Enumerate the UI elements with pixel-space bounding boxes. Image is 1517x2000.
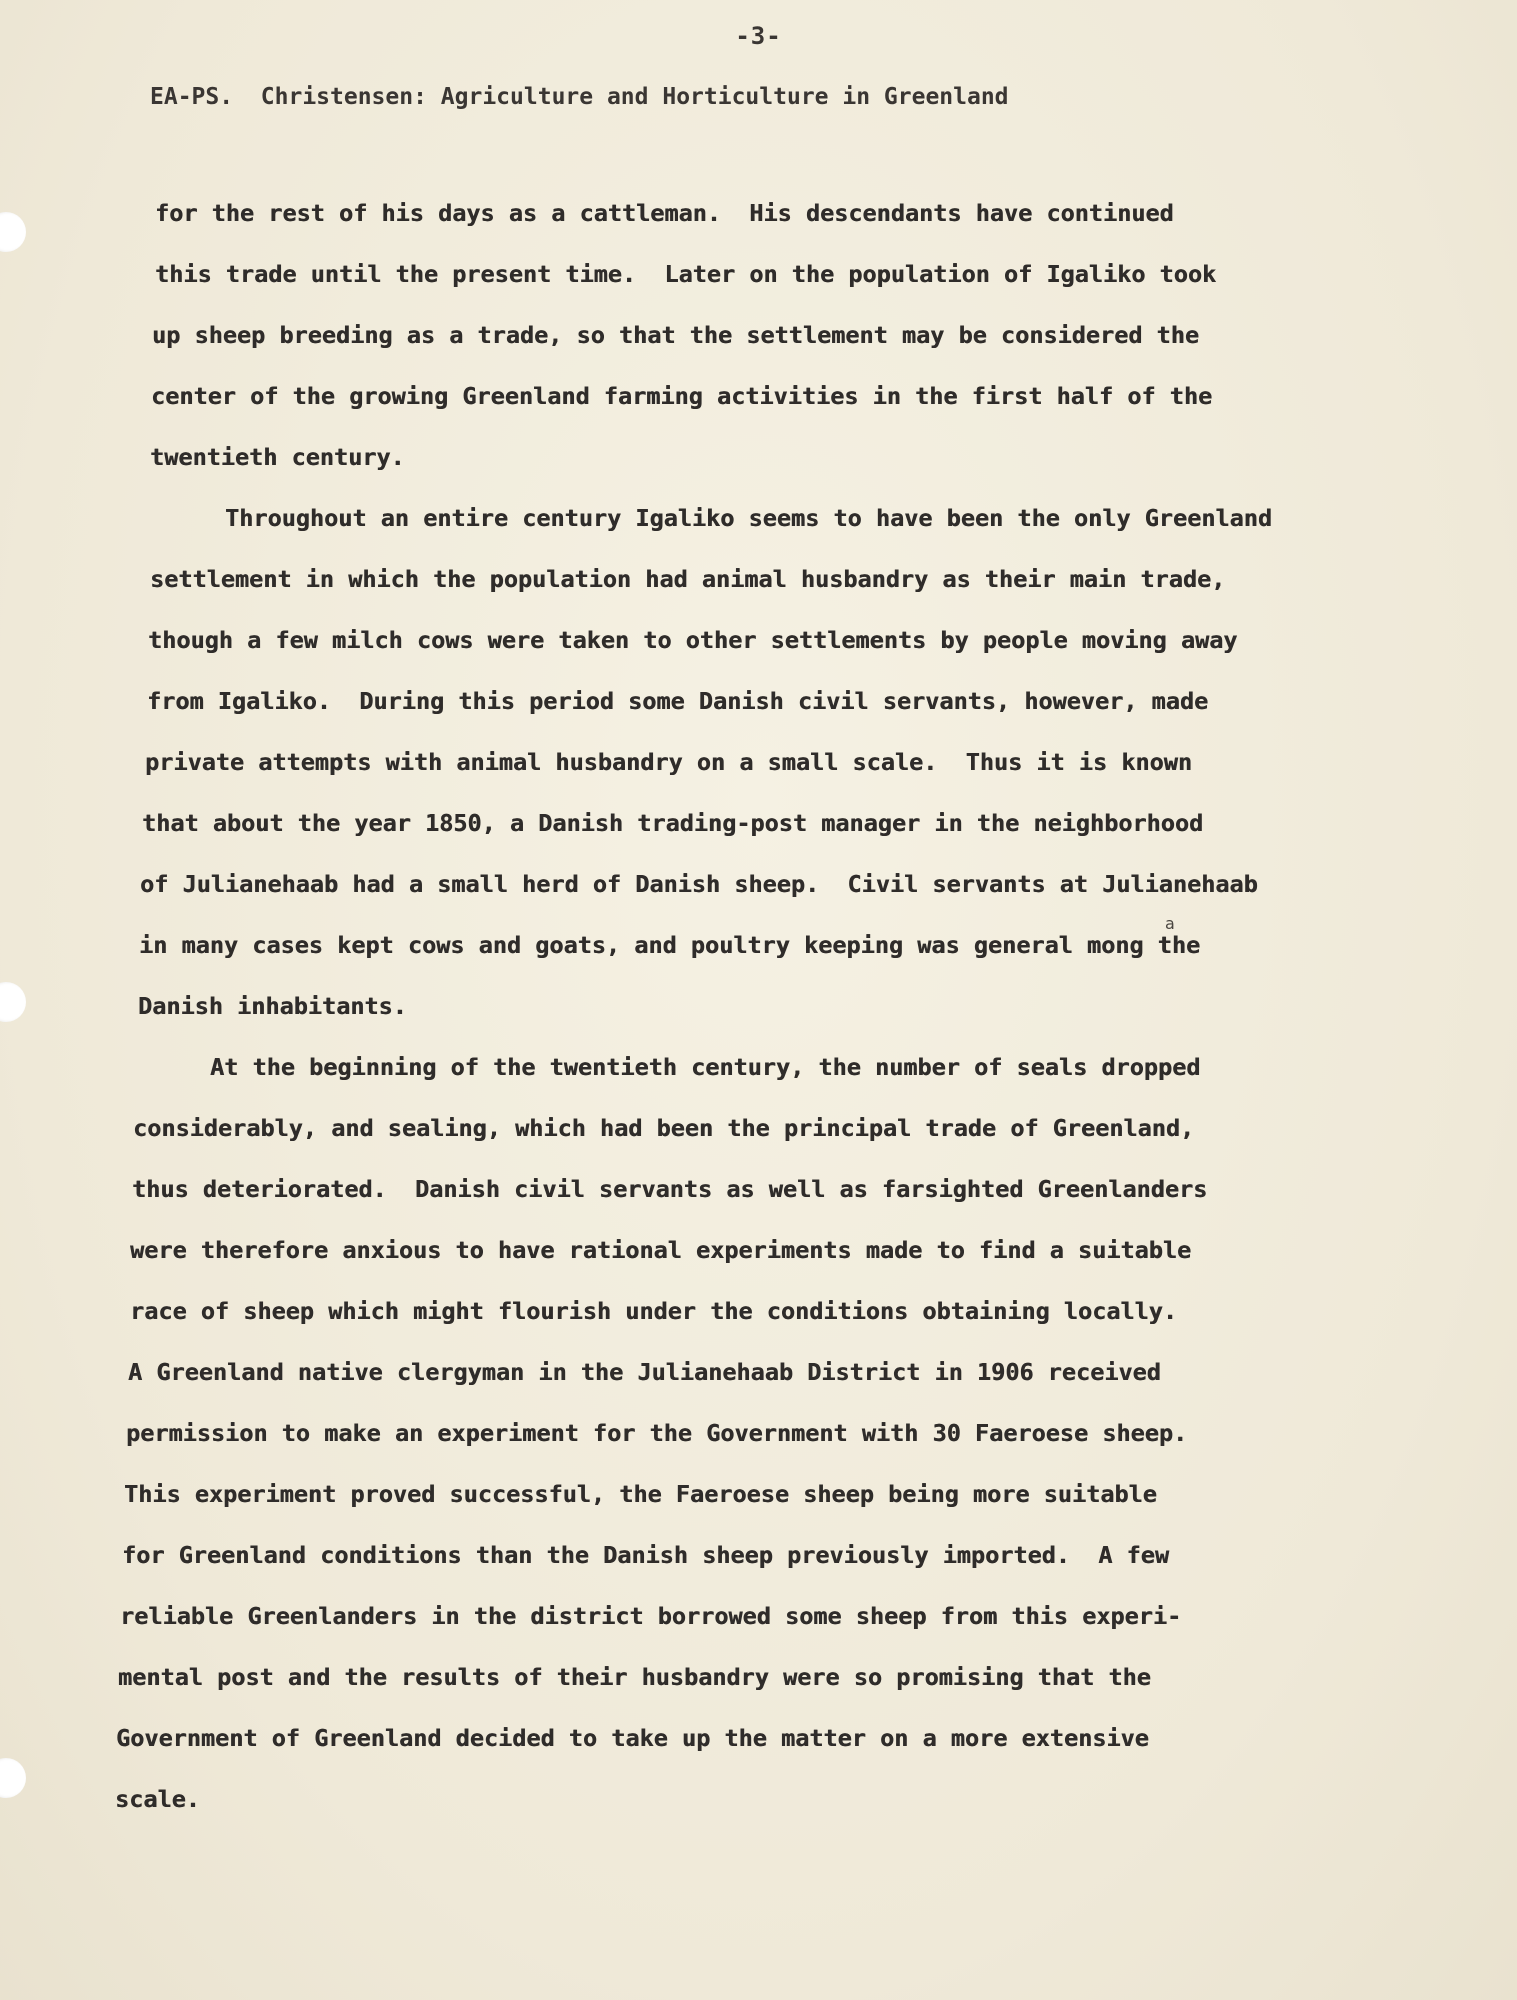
text-line: though a few milch cows were taken to other settlements by people moving away — [148, 626, 1238, 654]
text-line: center of the growing Greenland farming activities in the first half of the — [151, 382, 1213, 410]
text-line: race of sheep which might flourish under the conditions obtaining locally. — [130, 1297, 1177, 1325]
text-line: mental post and the results of their husbandry were so promising that the — [118, 1663, 1151, 1691]
text-line: Throughout an entire century Igaliko seems to have been the only Greenland — [225, 504, 1272, 532]
text-line: reliable Greenlanders in the district borrowed some sheep from this experi- — [120, 1602, 1182, 1630]
text-line: thus deteriorated. Danish civil servants as well as farsighted Greenlanders — [132, 1175, 1208, 1203]
text-line: were therefore anxious to have rational experiments made to find a suitable — [130, 1236, 1192, 1264]
text-line: scale. — [115, 1785, 200, 1813]
page-number: -3- — [735, 22, 782, 50]
text-line: Danish inhabitants. — [138, 992, 407, 1020]
text-line: for Greenland conditions than the Danish sheep previously imported. A few — [122, 1541, 1169, 1569]
text-line: for the rest of his days as a cattleman. His descendants have continued — [155, 199, 1174, 227]
text-line: up sheep breeding as a trade, so that the settlement may be considered the — [152, 321, 1199, 349]
text-line: At the beginning of the twentieth century, the number of seals dropped — [210, 1053, 1201, 1081]
text-line: from Igaliko. During this period some Danish civil servants, however, made — [147, 687, 1209, 715]
text-line: of Julianehaab had a small herd of Danish sheep. Civil servants at Julianehaab — [140, 870, 1258, 898]
text-line: settlement in which the population had animal husbandry as their main trade, — [150, 565, 1226, 593]
punch-hole — [0, 1758, 26, 1798]
punch-hole — [0, 212, 26, 252]
running-title: EA-PS. Christensen: Agriculture and Horticulture in Greenland — [150, 84, 1009, 110]
text-line: private attempts with animal husbandry on a small scale. Thus it is known — [145, 748, 1192, 776]
text-line: permission to make an experiment for the Government with 30 Faeroese sheep. — [126, 1419, 1188, 1447]
punch-hole — [0, 982, 26, 1022]
text-line: in many cases kept cows and goats, and poultry keeping was general mong the — [139, 931, 1201, 959]
text-line: twentieth century. — [150, 443, 405, 471]
text-line: Government of Greenland decided to take up the matter on a more extensive — [116, 1724, 1149, 1752]
text-line: This experiment proved successful, the Faeroese sheep being more suitable — [124, 1480, 1157, 1508]
text-line: this trade until the present time. Later on the population of Igaliko took — [155, 260, 1217, 288]
text-line: considerably, and sealing, which had been the principal trade of Greenland, — [133, 1114, 1195, 1142]
handwritten-insertion: a — [1165, 914, 1175, 933]
text-line: A Greenland native clergyman in the Julianehaab District in 1906 received — [128, 1358, 1161, 1386]
text-line: that about the year 1850, a Danish trading-post manager in the neighborhood — [142, 809, 1204, 837]
